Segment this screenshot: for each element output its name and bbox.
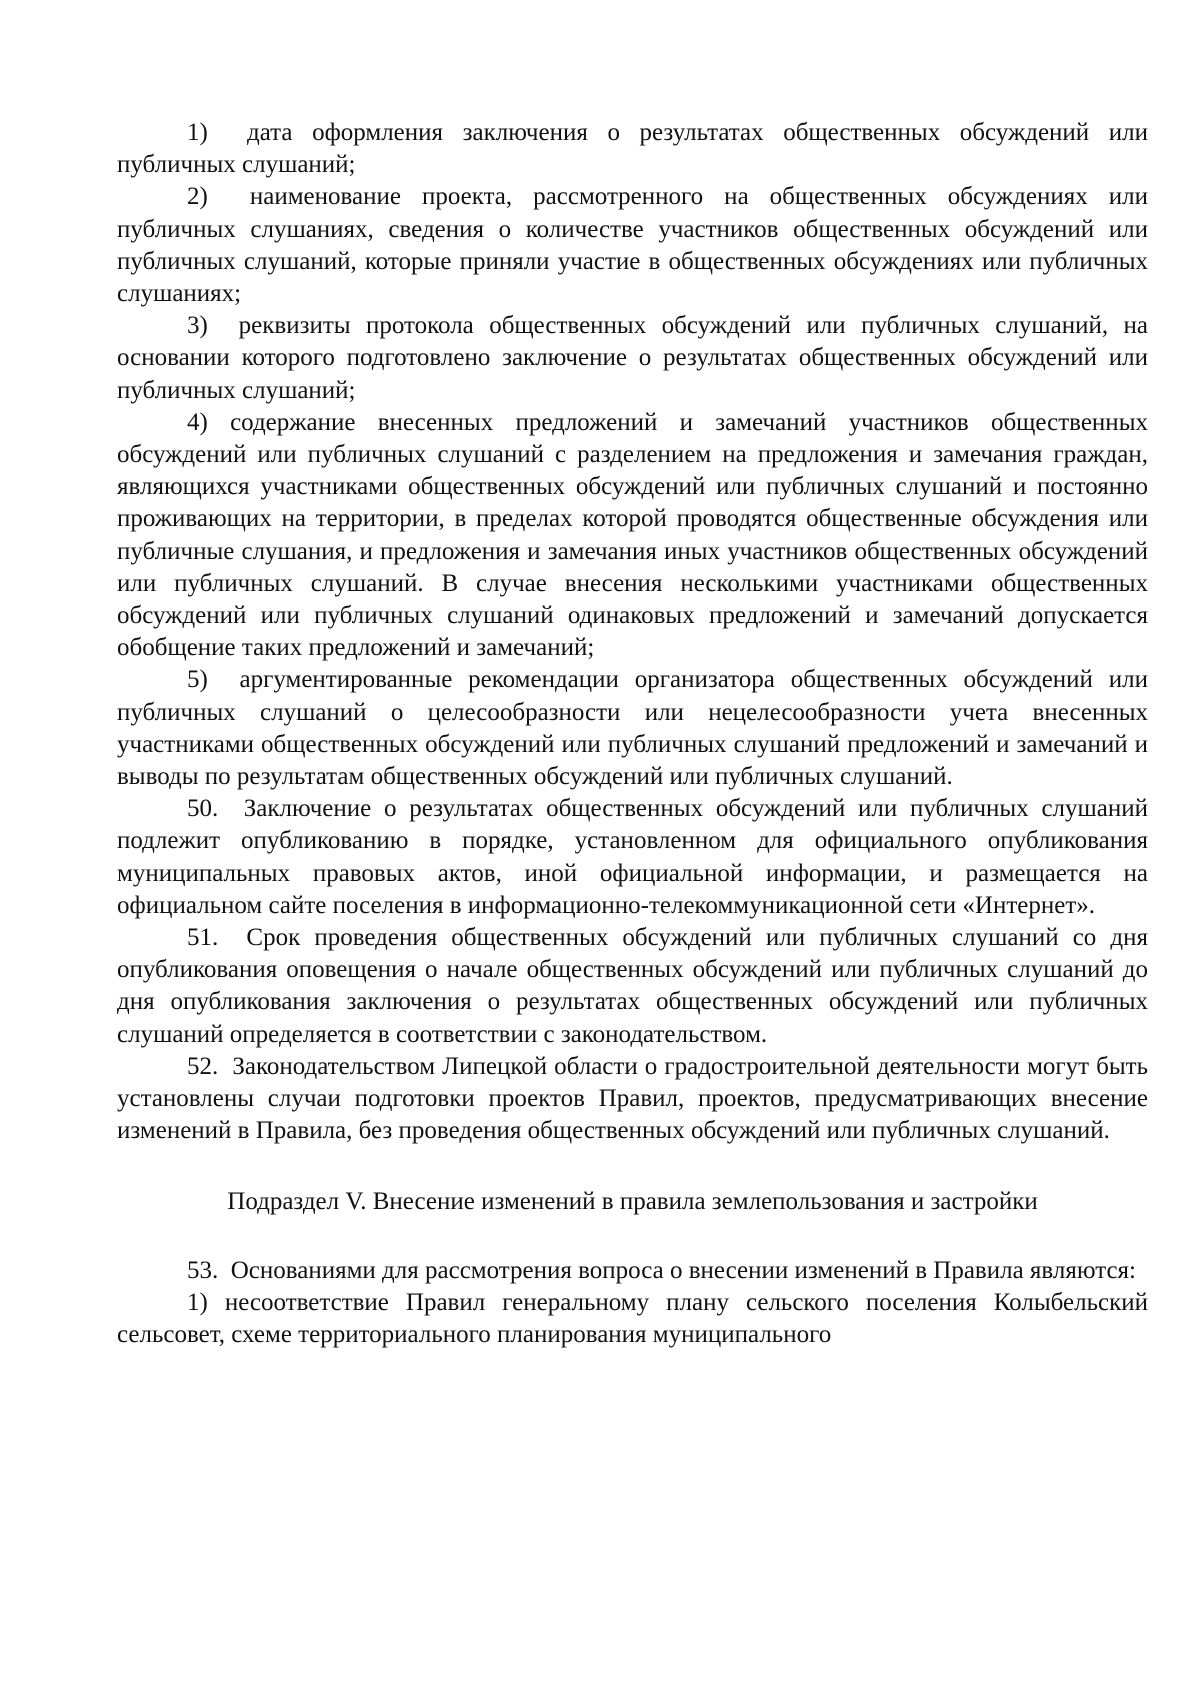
clause-52: 52. Законодательством Липецкой области о градостроительной деятельности могут быть установлены случаи подготовки проектов Правил, проектов, предусматривающих внесение изменений в Правила, без проведения общественных обсуждений или публичных слушаний. [117,1052,1148,1145]
clause-51: 51. Срок проведения общественных обсуждений или публичных слушаний со дня опубликования оповещения о начале общественных обсуждений или публичных слушаний до дня опубликования заключения о результатах общественных обсуждений или публичных слушаний определяется в соответствии с законодательством. [117,924,1148,1048]
list-item-2-project-name: 2) наименование проекта, рассмотренного на общественных обсуждениях или публичных слушаниях, сведения о количестве участников общественных обсуждений или публичных слушаний, которые приняли участие в общественных обсуждениях или публичных слушаниях; [117,183,1148,308]
document-body [117,117,1148,1351]
list-item-4-proposals-content: 4) содержание внесенных предложений и замечаний участников общественных обсуждений или публичных слушаний с разделением на предложения и замечания граждан, являющихся участниками общественных обсуждений или публичных слушаний и постоянно проживающих на территории, в пределах которой проводятся общественные обсуждения или публичные слушания, и предложения и замечания иных участников общественных обсуждений или публичных слушаний. В случае внесения несколькими участниками общественных обсуждений или публичных слушаний одинаковых предложений и замечаний допускается обобщение таких предложений и замечаний; [117,408,1148,662]
list-item-3-protocol-details: 3) реквизиты протокола общественных обсуждений или публичных слушаний, на основании которого подготовлено заключение о результатах общественных обсуждений или публичных слушаний; [117,312,1148,404]
clause-53-item-1: 1) несоответствие Правил генеральному плану сельского поселения Колыбельский сельсовет, схеме территориального планирования муниципального [117,1288,1148,1348]
list-item-1-conclusion-date: 1) дата оформления заключения о результатах общественных обсуждений или публичных слушаний; [117,119,1148,179]
list-item-5-recommendations: 5) аргументированные рекомендации организатора общественных обсуждений или публичных слушаний о целесообразности или нецелесообразности учета внесенных участниками общественных обсуждений или публичных слушаний предложений и замечаний и выводы по результатам общественных обсуждений или публичных слушаний. [117,666,1148,791]
clause-53: 53. Основаниями для рассмотрения вопроса о внесении изменений в Правила являются: [187,1256,1136,1284]
clause-50: 50. Заключение о результатах общественных обсуждений или публичных слушаний подлежит опубликованию в порядке, установленном для официального опубликования муниципальных правовых актов, иной официальной информации, и размещается на официальном сайте поселения в информационно-телекоммуникационной сети «Интернет». [117,795,1148,919]
section-heading: Подраздел V. Внесение изменений в правила землепользования и застройки [227,1187,1038,1215]
